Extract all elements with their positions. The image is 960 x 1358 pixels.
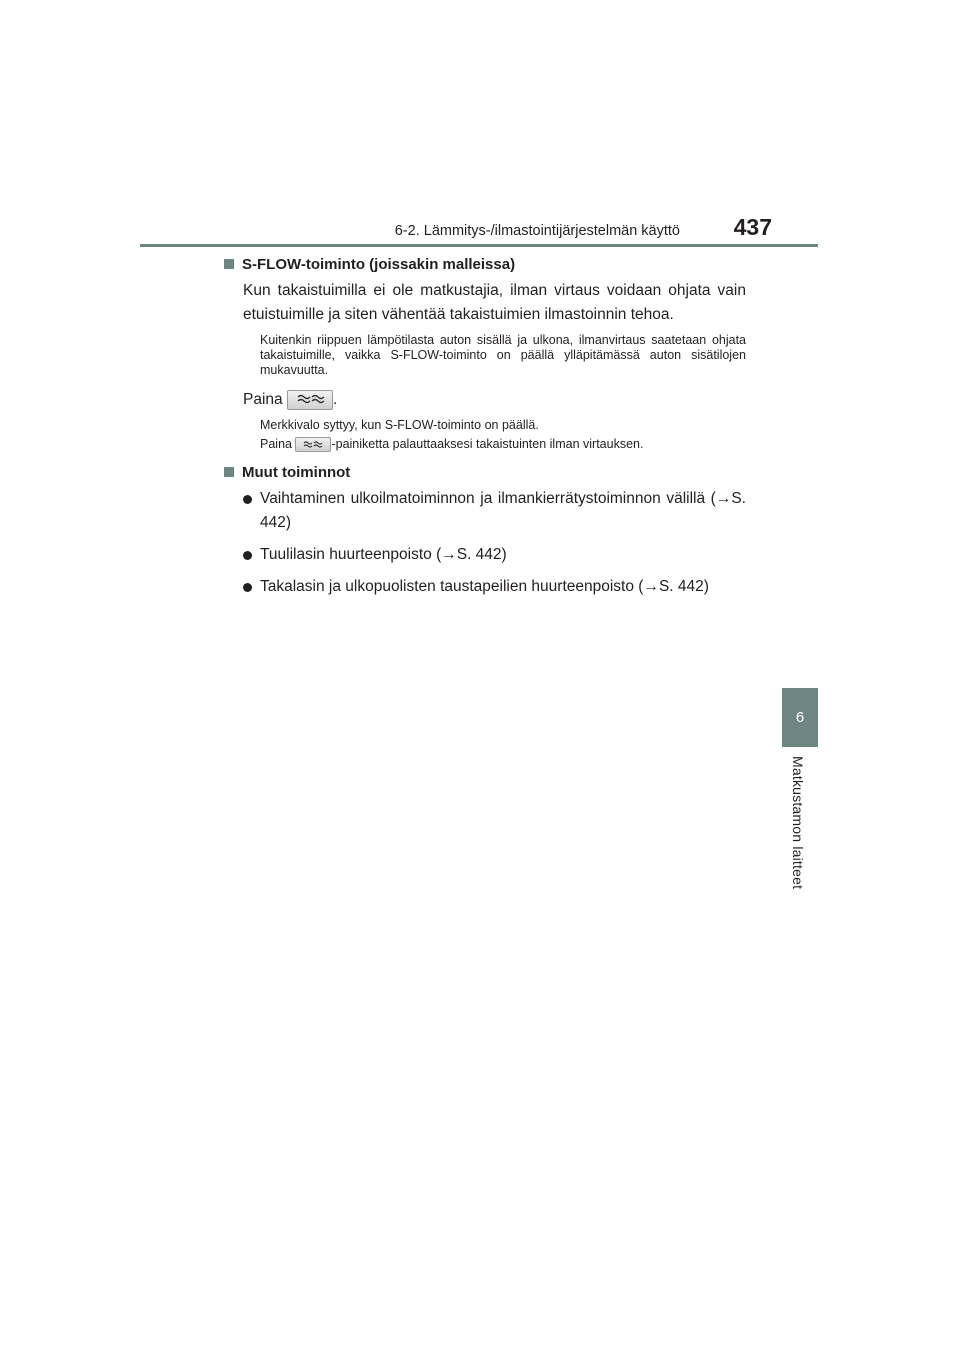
- list-item: Takalasin ja ulkopuolisten taustapeilien huurteenpoisto (→S. 442): [243, 575, 746, 599]
- page-number: 437: [733, 214, 772, 240]
- heading-square-icon: [224, 259, 234, 269]
- bullet-icon: [243, 495, 252, 504]
- sflow-button-icon: [287, 390, 333, 410]
- section-title: 6-2. Lämmitys-/ilmastointijärjestelmän käyttö: [394, 223, 680, 239]
- restore-note: Paina -painiketta palauttaaksesi takaistuinten ilman virtauksen.: [260, 437, 644, 451]
- bullet-icon: [243, 583, 252, 592]
- chapter-tab: [782, 688, 818, 747]
- indicator-note: Merkkivalo syttyy, kun S-FLOW-toiminto on päällä.: [260, 418, 539, 432]
- chapter-label: Matkustamon laitteet: [790, 756, 806, 890]
- press-line: Paina .: [243, 391, 338, 408]
- page-header: [140, 214, 818, 244]
- list-item: Vaihtaminen ulkoilmatoiminnon ja ilmankierrätystoiminnon välillä (→S. 442): [243, 487, 746, 535]
- bullet-icon: [243, 551, 252, 560]
- chapter-number: 6: [795, 709, 805, 726]
- sflow-paragraph: Kun takaistuimilla ei ole matkustajia, ilman virtaus voidaan ohjata vain etuistuimille ja siten vähentää takaistuimien ilmastoinnin tehoa.: [243, 282, 746, 323]
- sflow-note: Kuitenkin riippuen lämpötilasta auton sisällä ja ulkona, ilmanvirtaus saatetaan ohjata takaistuimille, vaikka S-FLOW-toiminto on päällä ylläpitämässä auton sisätilojen mukavuutta.: [260, 333, 746, 377]
- heading-square-icon: [224, 467, 234, 477]
- other-heading: Muut toiminnot: [224, 464, 746, 481]
- header-rule: [140, 244, 818, 247]
- sflow-heading: S-FLOW-toiminto (joissakin malleissa): [224, 256, 746, 273]
- page-content: [224, 256, 746, 599]
- sflow-button-small-icon: [295, 437, 331, 452]
- list-item: Tuulilasin huurteenpoisto (→S. 442): [243, 543, 746, 567]
